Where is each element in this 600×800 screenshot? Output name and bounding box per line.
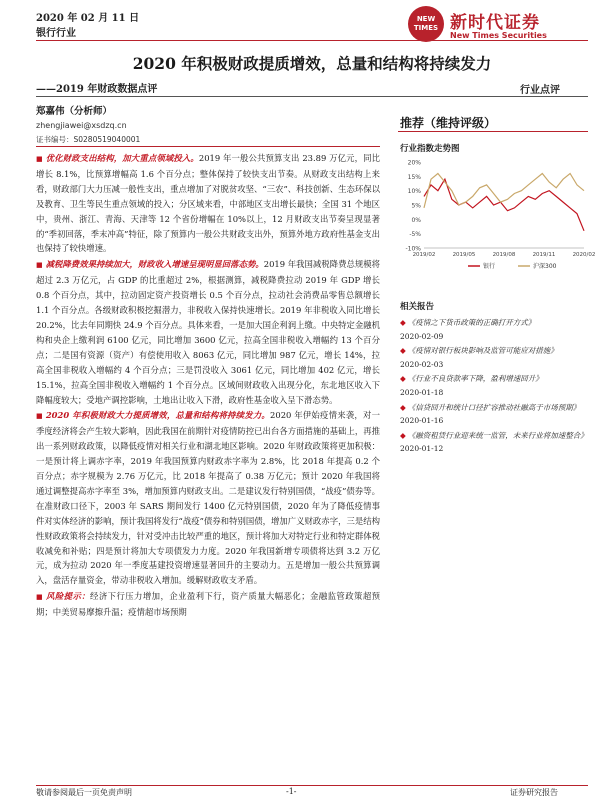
paragraph-tax-cut bbox=[36, 257, 380, 407]
y-tick-label: 0% bbox=[411, 216, 421, 224]
x-tick-label: 2019/05 bbox=[452, 252, 476, 258]
related-report-date: 2020-01-12 bbox=[400, 444, 444, 454]
paragraph-risk bbox=[36, 589, 380, 620]
paragraph-text: 2019 年我国减税降费总规模将超过 2.3 万亿元，占 GDP 的比重超过 2%，根据测算，减税降费拉动 2019 年 GDP 增长 0.8 个百分点，其中，拉动固定资产投资增长 0.5 个百分点，拉动社会消费品零售总额增长 1.1 个百分点。各级财政积极挖掘潜力，非税收入保持快速增长。2019 年非税收入同比增长 20.2%，比去年同期快 24.9 个百分点。具体来看，一是加大国企利润上缴。中央特定金融机构和央企上缴利润 6100 亿元，同比增加 3600 亿元，拉高全国非税收入增幅约 13 个百分点；二是国有资源（资产）有偿使用收入 8063 亿元，同比增加 987 亿元，增长 14%，拉高全国非税收入增幅约 4 个百分点；三是罚没收入 3061 亿元，同比增加 402 亿元，增长 15.1%，拉高全国非税收入增幅约 1 个百分点。区域间财政收入出现分化，东北地区收入下降幅度较大；受地产调控影响，土地出让收入下滑，政府性基金收入呈下滑态势。 bbox=[36, 259, 380, 405]
y-tick-label: 20% bbox=[407, 159, 421, 167]
trend-chart-title: 行业指数走势图 bbox=[400, 144, 460, 154]
related-report-title: 《疫情之下货币政策的正确打开方式》 bbox=[407, 318, 536, 327]
x-tick-label: 2019/02 bbox=[412, 252, 436, 258]
report-title: 2020 年积极财政提质增效，总量和结构将持续发力 bbox=[132, 54, 492, 73]
bullet-icon: ◆ bbox=[400, 374, 406, 384]
report-date: 2020 年 02 月 11 日 bbox=[36, 13, 140, 24]
series-line-0 bbox=[424, 179, 584, 231]
related-report-date: 2020-01-18 bbox=[400, 387, 444, 397]
page-number: -1- bbox=[286, 787, 297, 796]
paragraph-text: 2020 年伊始疫情来袭，对一季度经济将会产生较大影响，因此我国在前期针对疫情防控已出台各方面措施的基础上，再推出一系列财政政策，以降低疫情对相关行业和湖北地区影响。2020 年财政政策将更加积极：一是预计将上调赤字率，2019 年我国预算内财政赤字率为 2.8%，比 2018 年提高 0.2 个百分点；赤字规模为 2.76 万亿元，比 2018 年提高了 0.38 万亿元；预计 2020 年我国将通过调整提高赤字率至 3%，增加预算内财政支出。二是建议发行特别国债，“战疫”债券等。在准财政口径下，2003 年 SARS 期间发行 1400 亿元特别国债，2020 年为了降低疫情事件对实体经济的影响，预计我国将发行“战疫”债券和特别国债，增加广义财政赤字，三是结构性财政政策将会持续发力，针对受冲击比较严重的地区，预计将加大对特定行业和特定群体税收减免和补贴；四是预计将加大专项债发力力度。2020 年我国新增专项债将达到 3.2 万亿元，成为拉动 2020 年一季度基建投资增速显著回升的主要动力。五是增加一般公共预算调入，盘活存量资金，带动非税收入增加。缓解财政收支矛盾。 bbox=[36, 410, 380, 586]
related-report-item[interactable] bbox=[400, 372, 590, 399]
logo-english-name: New Times Securities bbox=[450, 31, 547, 40]
related-report-item[interactable] bbox=[400, 429, 590, 456]
related-report-item[interactable] bbox=[400, 344, 590, 371]
bullet-icon: ■ bbox=[36, 593, 44, 602]
industry-label: 银行行业 bbox=[36, 28, 76, 39]
footer-disclaimer: 敬请参阅最后一页免责声明 bbox=[36, 788, 132, 797]
y-tick-label: 5% bbox=[411, 202, 421, 210]
paragraph-text: 2019 年一般公共预算支出 23.89 万亿元，同比增长 8.1%，比预算增幅高 1.6 个百分点；整体保持了较快支出节奏。从财政支出结构上来看，财政部门大力压减一般性支出，重点增加了对脱贫攻坚、“三农”、科技创新、生态环保以及教育、卫生等民生重点领域的投入；分区域来看，中部地区支出增长最快；全国 31 个地区中，贵州、浙江、青海、天津等 12 个省份增幅在 10%以上，12 月财政支出节奏呈现显著的“季初回落，季末冲高”特征，除了预算内一般公共财政支出外，预算外地方政府性基金支出也保持了较快增速。 bbox=[36, 153, 380, 254]
bullet-icon: ◆ bbox=[400, 318, 406, 327]
related-reports-list bbox=[400, 316, 590, 457]
paragraph-text: 经济下行压力增加，企业盈利下行，资产质量大幅恶化；金融监管政策超预期；中美贸易摩擦升温；疫情超市场预期 bbox=[36, 591, 380, 618]
paragraph-heading: 风险提示： bbox=[46, 591, 91, 602]
header-divider bbox=[36, 40, 588, 41]
report-subtitle: ——2019 年财政数据点评 bbox=[36, 84, 158, 95]
title-divider bbox=[36, 96, 588, 97]
report-body bbox=[36, 151, 380, 621]
paragraph-spending bbox=[36, 151, 380, 256]
related-report-date: 2020-02-03 bbox=[400, 359, 444, 369]
author-email: zhengjiawei@xsdzq.cn bbox=[36, 121, 127, 130]
bullet-icon: ■ bbox=[36, 261, 43, 270]
x-tick-label: 2020/02 bbox=[572, 252, 596, 258]
paragraph-heading: 减税降费效果持续加大，财政收入增速呈现明显回落态势。 bbox=[45, 259, 264, 270]
rating-label: 推荐（维持评级） bbox=[400, 116, 497, 130]
bullet-icon: ◆ bbox=[400, 346, 406, 356]
related-report-date: 2020-02-09 bbox=[400, 331, 444, 341]
logo-badge-icon: NEW TIMES bbox=[408, 6, 444, 42]
y-tick-label: 10% bbox=[407, 188, 421, 196]
related-report-item[interactable] bbox=[400, 316, 590, 343]
right-column-divider bbox=[398, 131, 588, 132]
author-certificate: 证书编号：S0280519040001 bbox=[36, 135, 141, 144]
legend-label: 沪深300 bbox=[533, 263, 557, 270]
footer-divider bbox=[36, 785, 588, 786]
paragraph-2020-outlook bbox=[36, 408, 380, 588]
left-column-divider bbox=[36, 146, 380, 147]
footer-report-label: 证券研究报告 bbox=[510, 788, 558, 797]
report-type: 行业点评 bbox=[520, 85, 560, 96]
bullet-icon: ■ bbox=[36, 155, 43, 163]
y-tick-label: -5% bbox=[409, 231, 421, 239]
paragraph-heading: 优化财政支出结构，加大重点领域投入。 bbox=[45, 153, 199, 163]
related-report-title: 《疫情对银行板块影响及监管可能应对措施》 bbox=[407, 346, 558, 356]
legend-label: 银行 bbox=[483, 263, 496, 270]
related-reports-title: 相关报告 bbox=[400, 302, 435, 312]
logo-chinese-name: 新时代证券 bbox=[450, 13, 540, 33]
related-report-title: 《信贷回升和统计口径扩容推动社融高于市场预期》 bbox=[407, 402, 581, 412]
series-line-1 bbox=[424, 174, 584, 208]
y-tick-label: -10% bbox=[405, 245, 421, 253]
related-report-title: 《行业不良贷款率下降，盈利增速回升》 bbox=[407, 374, 543, 384]
related-report-title: 《融资租赁行业迎来统一监管，未来行业将加速整合》 bbox=[407, 430, 588, 440]
bullet-icon: ■ bbox=[36, 412, 43, 421]
related-report-date: 2020-01-16 bbox=[400, 416, 444, 426]
y-tick-label: 15% bbox=[407, 173, 421, 181]
paragraph-heading: 2020 年积极财政大力提质增效，总量和结构将持续发力。 bbox=[45, 410, 271, 421]
x-tick-label: 2019/11 bbox=[532, 252, 556, 258]
x-tick-label: 2019/08 bbox=[492, 252, 516, 258]
bullet-icon: ◆ bbox=[400, 402, 406, 412]
author-name: 郑嘉伟（分析师） bbox=[36, 106, 113, 117]
index-trend-chart bbox=[398, 158, 596, 276]
related-report-item[interactable] bbox=[400, 401, 590, 428]
bullet-icon: ◆ bbox=[400, 430, 406, 440]
